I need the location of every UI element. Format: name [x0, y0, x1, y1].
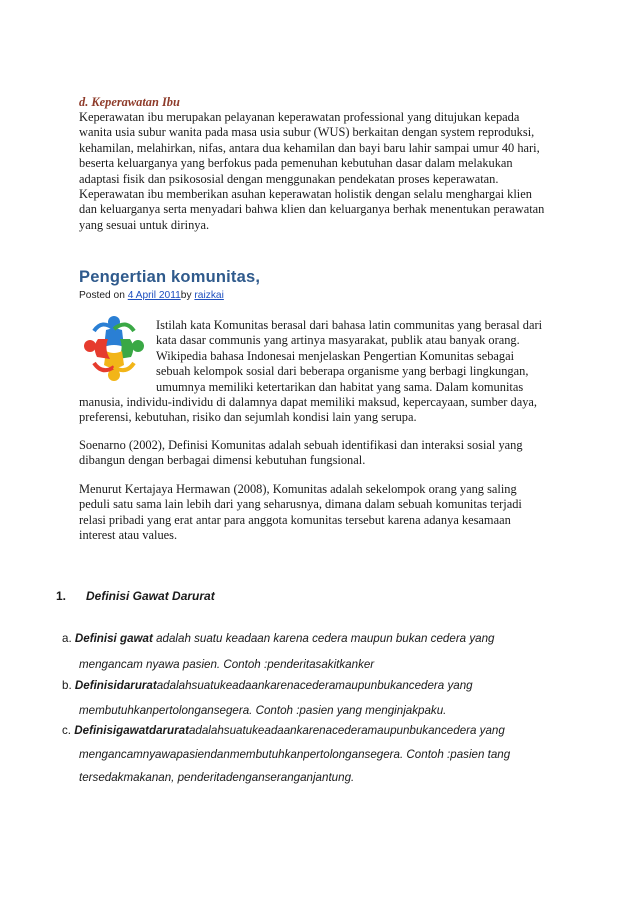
item-letter: a. — [62, 632, 72, 645]
numbered-heading — [56, 589, 215, 603]
item-text: adalah suatu keadaan karena cedera maupun bukan cedera yang — [152, 632, 495, 645]
item-term: Definisi gawat — [74, 632, 153, 645]
post-date-link[interactable]: 4 April 2011 — [127, 290, 181, 301]
list-item-b — [62, 679, 473, 692]
post-paragraph-1: Istilah kata Komunitas berasal dari bahasa latin communitas yang berasal dari kata dasar communis yang artinya masyarakat, publik atau banyak orang. Wikipedia bahasa Indonesai menjelaskan Pengertian Komunitas sebagai sebuah kelompok sosial dari beberapa organisme yang berbagi lingkungan, umumnya memiliki ketertarikan dan habitat yang sama. Dalam komunitas — [156, 318, 543, 394]
posted-on-label: Posted on — [79, 290, 125, 301]
item-text: adalahsuatukeadaankarenacederamaupunbukancedera yang — [156, 679, 473, 692]
list-item-a — [62, 632, 494, 645]
list-item-a-cont: mengancam nyawa pasien. Contoh :penderitasakitkanker — [79, 658, 375, 671]
section-body: Keperawatan ibu merupakan pelayanan keperawatan professional yang ditujukan kepada wanita usia subur wanita pada masa usia subur (WUS) berkaitan dengan system reproduksi, kehamilan, melahirkan, nifas, antara dua kehamilan dan bayi baru lahir sampai umur 40 hari, beserta keluarganya yang berfokus pada pemenuhan kebutuhan dasar dalam melakukan adaptasi fisik dan psikososial dengan menggunakan pendekatan proses keperawatan. Keperawatan ibu memberikan asuhan keperawatan holistik dengan selalu menghargai klien dan keluarganya serta menyadari bahwa klien dan keluarganya berhak menentukan perawatan yang sesuai untuk dirinya. — [79, 110, 545, 232]
post-meta — [79, 290, 224, 301]
list-item-c-cont: mengancamnyawapasiendanmembutuhkanpertolongansegera. Contoh :pasien tang — [79, 748, 511, 761]
list-item-b-cont: membutuhkanpertolongansegera. Contoh :pasien yang menginjakpaku. — [79, 704, 447, 717]
item-term: Definisidarurat — [74, 679, 157, 692]
section-heading: d. Keperawatan Ibu — [79, 95, 180, 109]
post-paragraph-1-cont: manusia, individu-individu di dalamnya dapat memiliki maksud, kepercayaan, sumber daya, preferensi, kebutuhan, risiko dan sejumlah kondisi lain yang serupa. — [79, 395, 537, 425]
item-text: adalahsuatukeadaankarenacederamaupunbukancedera yang — [188, 724, 505, 737]
post-title: Pengertian komunitas, — [79, 268, 261, 286]
post-paragraph-2: Soenarno (2002), Definisi Komunitas adalah sebuah identifikasi dan interaksi sosial yang dibangun dengan berbagai dimensi kebutuhan fungsional. — [79, 438, 523, 468]
heading-number: 1. — [56, 589, 67, 603]
community-people-circle-icon — [80, 313, 148, 383]
item-term: Definisigawatdarurat — [74, 724, 189, 737]
post-author-link[interactable]: raizkai — [194, 290, 224, 301]
post-paragraph-3: Menurut Kertajaya Hermawan (2008), Komunitas adalah sekelompok orang yang saling peduli satu sama lain lebih dari yang seharusnya, dimana dalam sebuah komunitas terjadi relasi pribadi yang erat antar para anggota komunitas tersebut karena adanya kesamaan interest atau values. — [79, 482, 522, 543]
by-label: by — [180, 290, 192, 301]
list-item-c-cont2: tersedakmakanan, penderitadenganseranganjantung. — [79, 771, 355, 784]
heading-text: Definisi Gawat Darurat — [86, 589, 215, 603]
item-letter: c. — [62, 724, 72, 737]
list-item-c — [62, 724, 505, 737]
item-letter: b. — [62, 679, 72, 692]
